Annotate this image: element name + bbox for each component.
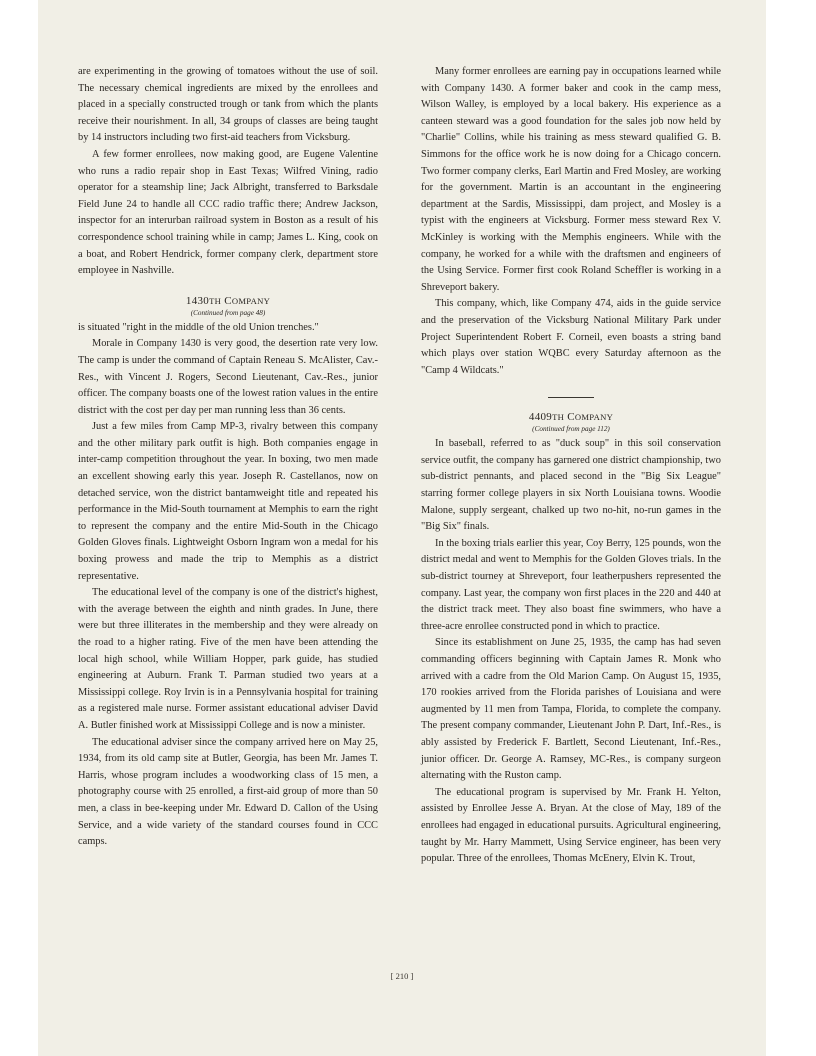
book-page — [38, 0, 766, 1056]
left-paragraph: are experimenting in the growing of tomatoes without the use of soil. The necessary chemical ingredients are mixed by the enrollees and placed in a specially constructed trough or tank from which the plants receive their nourishment. In all, 34 groups of classes are being taught by 14 instructors including two first-aid teachers from Vicksburg. — [78, 66, 378, 144]
left-paragraph: A few former enrollees, now making good, are Eugene Valentine who runs a radio repair shop in East Texas; Wilfred Vining, radio operator for a steamship line; Jack Albright, transferred to Barksdale Field June 24 to handle all CCC radio traffic there; Andrew Jackson, inspector for an interurban railroad system in Boston as a result of his correspondence school training while in camp; James L. King, cook on a boat, and Robert Hendrick, former company clerk, department store employee in Nashville. — [78, 148, 378, 277]
right-column — [421, 64, 721, 868]
left-paragraph: The educational adviser since the company arrived here on May 25, 1934, from its old camp site at Butler, Georgia, has been Mr. James T. Harris, whose program includes a woodworking class of 15 men, a photography course with 25 enrolled, a first-aid group of more than 50 men, a class in bee-keeping under Mr. Edward D. Callon of the Using Service, and a wide variety of the standard courses found in CCC camps. — [78, 736, 378, 848]
right-paragraph: Since its establishment on June 25, 1935, the camp has had seven commanding officers beginning with Captain James R. Monk who arrived with a cadre from the Old Marion Camp. On August 15, 1935, 170 rookies arrived from the Florida parishes of Louisiana and were augmented by 11 men from Tampa, Florida, to complete the company. The present company commander, Lieutenant John P. Dart, Inf.-Res., is ably assisted by Frederick F. Bartlett, Second Lieutenant, Inf.-Res., junior officer. Dr. George A. Ramsey, MC-Res., is company surgeon alternating with the Ruston camp. — [421, 637, 721, 782]
left-paragraph: is situated "right in the middle of the old Union trenches." — [78, 321, 319, 333]
section-heading-4409th: 4409TH COMPANY — [528, 411, 614, 424]
scan-margin-right — [766, 0, 816, 1056]
continued-note: (Continued from page 48) — [190, 308, 266, 317]
section-divider — [548, 397, 594, 398]
left-paragraph: Morale in Company 1430 is very good, the desertion rate very low. The camp is under the command of Captain Reneau S. McAlister, Cav.-Res., with Vincent J. Rogers, Second Lieutenant, Cav.-Res., junior officer. The company boasts one of the lowest ration values in the entire district with the cost per day per man running less than 36 cents. — [78, 338, 378, 416]
left-column — [78, 64, 378, 851]
page-number: [ 210 ] — [390, 971, 414, 981]
scan-margin-left — [0, 0, 38, 1056]
right-paragraph: In the boxing trials earlier this year, Coy Berry, 125 pounds, won the district medal and went to Memphis for the Golden Gloves trials. In the sub-district tourney at Shreveport, four leatherpushers represented the company. Last year, the company won first places in the 220 and 440 at the district track meet. They also boast fine swimmers, who have a three-acre enrollee constructed pond in which to practice. — [421, 537, 721, 632]
right-paragraph: This company, which, like Company 474, aids in the guide service and the preservation of the Vicksburg National Military Park under Project Superintendent Robert F. Corneil, even boasts a string band which plays over station WQBC every Saturday afternoon as the "Camp 4 Wildcats." — [421, 298, 721, 376]
right-paragraph: The educational program is supervised by Mr. Frank H. Yelton, assisted by Enrollee Jesse A. Bryan. At the close of May, 189 of the enrollees had engaged in educational pursuits. Agricultural engineering, taught by Mr. Harry Mammett, Using Service engineer, has been very popular. Three of the enrollees, Thomas McEnery, Elvin K. Trout, — [421, 786, 721, 865]
section-heading-1430th: 1430TH COMPANY — [185, 294, 271, 307]
continued-note: (Continued from page 112) — [532, 425, 610, 434]
right-paragraph: Many former enrollees are earning pay in occupations learned while with Company 1430. A former baker and cook in the camp mess, Wilson Walley, is employed by a local bakery. His experience as a canteen steward was a good foundation for the sales job now held by "Charlie" Collins, while his training as mess steward qualified G. B. Simmons for the office work he is now doing for a Chicago concern. Two former company clerks, Earl Martin and Fred Mosley, are working for the government. Martin is an accountant in the engineering department at the Sardis, Mississippi, dam project, and Mosley is a typist with the engineers at Vicksburg. Former mess steward Rex V. McKinley is working with the Memphis engineers. While with the company, he worked for a while with the draftsmen and engineers of the Using Service. Former first cook Roland Scheffler is working in a Shreveport bakery. — [421, 66, 721, 293]
left-paragraph: The educational level of the company is one of the district's highest, with the average between the eighth and ninth grades. In June, there were but three illiterates in the membership and they were already on the road to a higher rating. Five of the men have been attending the local high school, while William Hopper, park guide, has studied engineering at Auburn. Frank T. Parman studied two years at a Mississippi college. Roy Irvin is in a Pennsylvania hospital for training as a registered male nurse. Former assistant educational adviser David A. Butler finished work at Mississippi College and is now a minister. — [78, 587, 378, 731]
left-paragraph: Just a few miles from Camp MP-3, rivalry between this company and the other military park outfit is high. Both companies engage in inter-camp competition throughout the year. In boxing, two men made an excellent showing early this year. Joseph R. Castellanos, now on detached service, won the district bantamweight title and repeated his performance in the Mid-South tournament at Memphis to earn the right to represent the company and the entire Mid-South in the Chicago Golden Gloves finals. Lightweight Osborn Ingram won a medal for his boxing prowess and made the trip to Memphis as a district representative. — [78, 421, 378, 582]
right-paragraph: In baseball, referred to as "duck soup" in this soil conservation service outfit, the company has garnered one district championship, two sub-district pennants, and placed second in the "Big Six League" starring former college players in six North Louisiana towns. Woodie Malone, supply sergeant, chalked up two no-hit, no-run games in the "Big Six" finals. — [421, 438, 721, 533]
